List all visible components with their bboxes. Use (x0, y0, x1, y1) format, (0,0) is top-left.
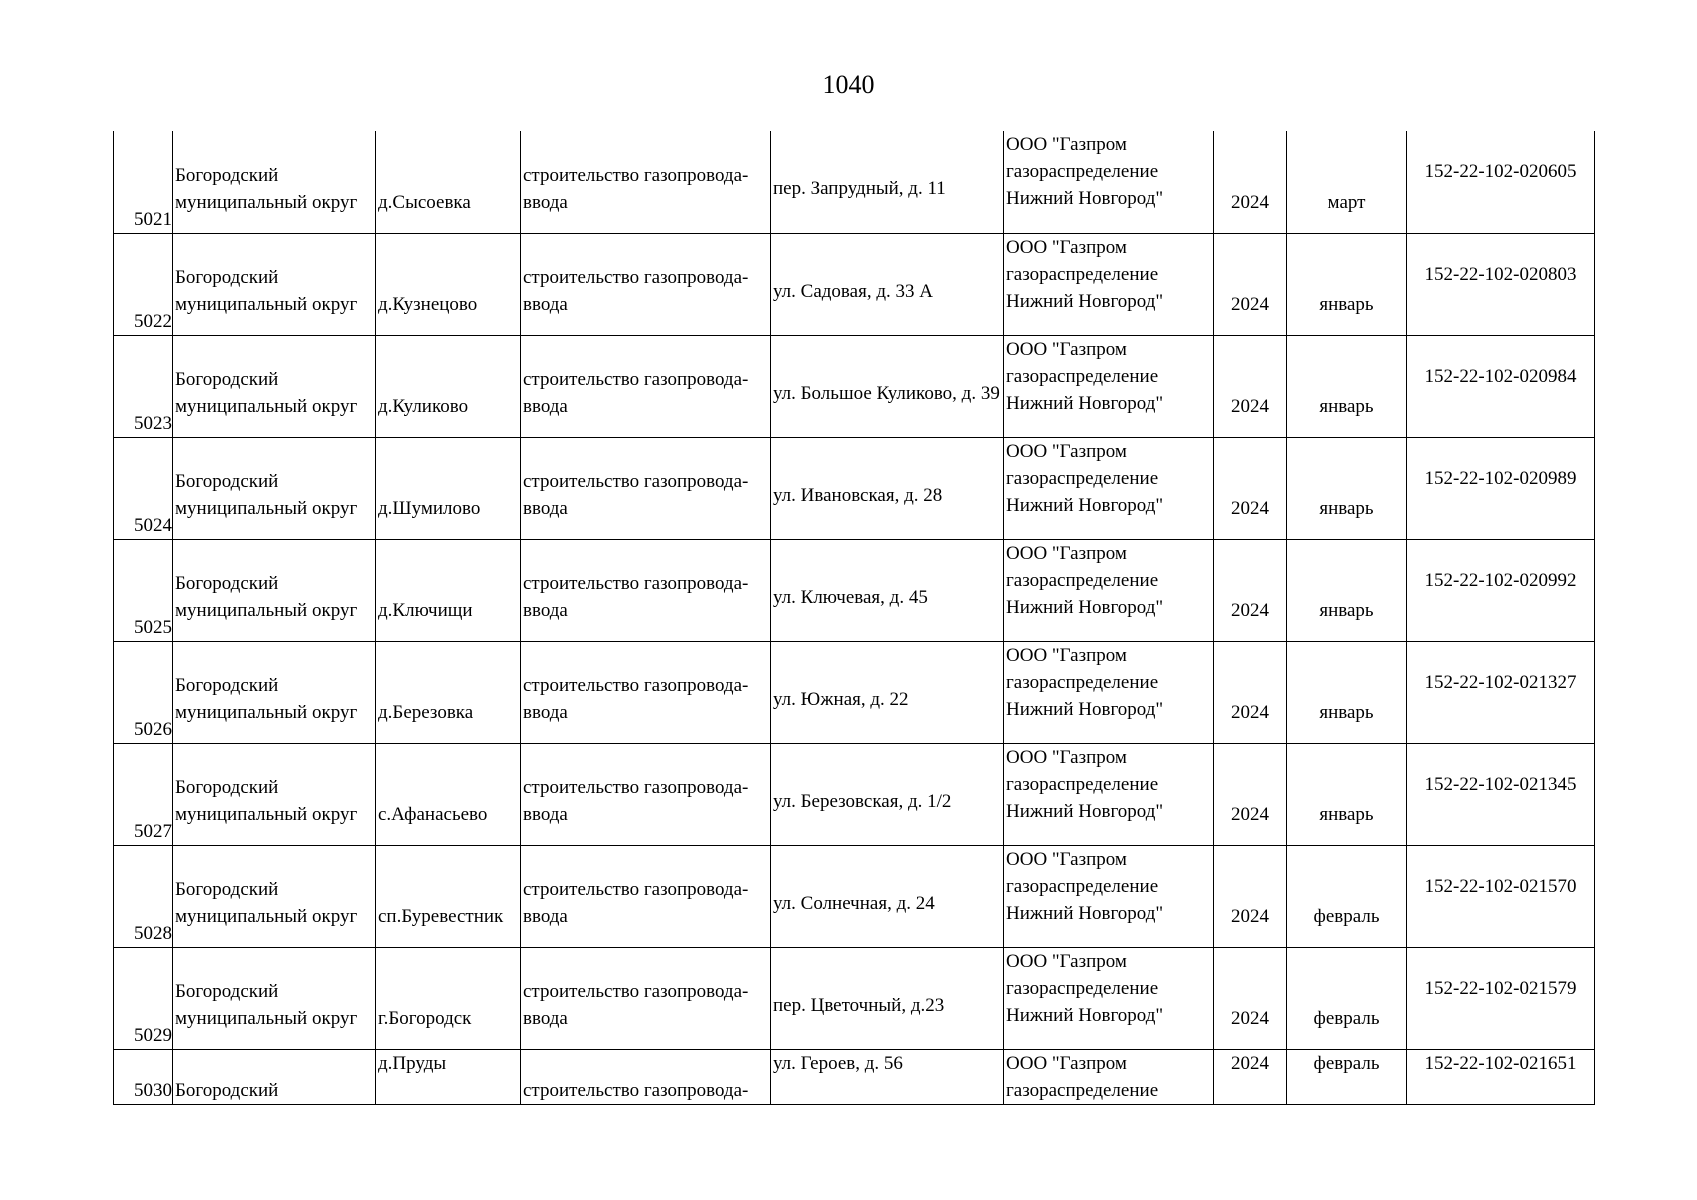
row-number-cell: 5030 (114, 1049, 173, 1104)
table-row (114, 437, 1595, 539)
code-cell: 152-22-102-021327 (1407, 641, 1595, 743)
operator-cell: ООО "Газпром газораспределение Нижний Новгород" (1004, 131, 1214, 233)
table-row (114, 1049, 1595, 1104)
year-cell: 2024 (1214, 641, 1287, 743)
municipality-cell: Богородский муниципальный округ (173, 437, 376, 539)
work-type-cell: строительство газопровода-ввода (521, 335, 771, 437)
month-cell: январь (1287, 437, 1407, 539)
table-body (114, 131, 1595, 1104)
row-number-cell: 5029 (114, 947, 173, 1049)
year-cell: 2024 (1214, 539, 1287, 641)
table-row (114, 233, 1595, 335)
work-type-cell: строительство газопровода-ввода (521, 947, 771, 1049)
table-row (114, 947, 1595, 1049)
row-number-cell: 5026 (114, 641, 173, 743)
settlement-cell: д.Кузнецово (376, 233, 521, 335)
settlement-cell: с.Афанасьево (376, 743, 521, 845)
year-cell: 2024 (1214, 743, 1287, 845)
address-cell: ул. Солнечная, д. 24 (771, 845, 1004, 947)
row-number-cell: 5023 (114, 335, 173, 437)
municipality-cell: Богородский муниципальный округ (173, 947, 376, 1049)
table-row (114, 131, 1595, 233)
municipality-cell: Богородский муниципальный округ (173, 845, 376, 947)
year-cell: 2024 (1214, 335, 1287, 437)
work-type-cell: строительство газопровода-ввода (521, 437, 771, 539)
code-cell: 152-22-102-021651 (1407, 1049, 1595, 1104)
code-cell: 152-22-102-021345 (1407, 743, 1595, 845)
operator-cell: ООО "Газпром газораспределение Нижний Новгород" (1004, 437, 1214, 539)
year-cell: 2024 (1214, 845, 1287, 947)
work-type-cell: строительство газопровода-ввода (521, 539, 771, 641)
work-type-cell: строительство газопровода-ввода (521, 641, 771, 743)
year-cell: 2024 (1214, 233, 1287, 335)
work-type-cell: строительство газопровода-ввода (521, 233, 771, 335)
code-cell: 152-22-102-020992 (1407, 539, 1595, 641)
address-cell: пер. Цветочный, д.23 (771, 947, 1004, 1049)
code-cell: 152-22-102-020605 (1407, 131, 1595, 233)
row-number-cell: 5022 (114, 233, 173, 335)
work-type-cell: строительство газопровода-ввода (521, 845, 771, 947)
operator-cell: ООО "Газпром газораспределение (1004, 1049, 1214, 1104)
row-number-cell: 5021 (114, 131, 173, 233)
address-cell: ул. Ивановская, д. 28 (771, 437, 1004, 539)
settlement-cell: д.Березовка (376, 641, 521, 743)
work-type-cell: строительство газопровода-ввода (521, 743, 771, 845)
code-cell: 152-22-102-020803 (1407, 233, 1595, 335)
year-cell: 2024 (1214, 437, 1287, 539)
address-cell: ул. Ключевая, д. 45 (771, 539, 1004, 641)
settlement-cell: д.Ключищи (376, 539, 521, 641)
month-cell: январь (1287, 539, 1407, 641)
municipality-cell: Богородский муниципальный округ (173, 539, 376, 641)
table-row (114, 845, 1595, 947)
page-number: 1040 (822, 70, 875, 99)
municipality-cell: Богородский (173, 1049, 376, 1104)
table-row (114, 539, 1595, 641)
settlement-cell: д.Сысоевка (376, 131, 521, 233)
code-cell: 152-22-102-021570 (1407, 845, 1595, 947)
municipality-cell: Богородский муниципальный округ (173, 335, 376, 437)
row-number-cell: 5025 (114, 539, 173, 641)
operator-cell: ООО "Газпром газораспределение Нижний Новгород" (1004, 335, 1214, 437)
address-cell: пер. Запрудный, д. 11 (771, 131, 1004, 233)
month-cell: февраль (1287, 845, 1407, 947)
month-cell: февраль (1287, 947, 1407, 1049)
operator-cell: ООО "Газпром газораспределение Нижний Новгород" (1004, 233, 1214, 335)
code-cell: 152-22-102-021579 (1407, 947, 1595, 1049)
address-cell: ул. Березовская, д. 1/2 (771, 743, 1004, 845)
municipality-cell: Богородский муниципальный округ (173, 131, 376, 233)
month-cell: январь (1287, 233, 1407, 335)
municipality-cell: Богородский муниципальный округ (173, 641, 376, 743)
operator-cell: ООО "Газпром газораспределение Нижний Новгород" (1004, 539, 1214, 641)
address-cell: ул. Большое Куликово, д. 39 (771, 335, 1004, 437)
table-row (114, 641, 1595, 743)
settlement-cell: д.Пруды (376, 1049, 521, 1104)
month-cell: февраль (1287, 1049, 1407, 1104)
code-cell: 152-22-102-020984 (1407, 335, 1595, 437)
address-cell: ул. Героев, д. 56 (771, 1049, 1004, 1104)
municipality-cell: Богородский муниципальный округ (173, 743, 376, 845)
month-cell: март (1287, 131, 1407, 233)
municipality-cell: Богородский муниципальный округ (173, 233, 376, 335)
operator-cell: ООО "Газпром газораспределение Нижний Новгород" (1004, 947, 1214, 1049)
work-type-cell: строительство газопровода- (521, 1049, 771, 1104)
settlement-cell: сп.Буревестник (376, 845, 521, 947)
settlement-cell: г.Богородск (376, 947, 521, 1049)
table-row (114, 743, 1595, 845)
month-cell: январь (1287, 641, 1407, 743)
address-cell: ул. Садовая, д. 33 А (771, 233, 1004, 335)
month-cell: январь (1287, 335, 1407, 437)
address-cell: ул. Южная, д. 22 (771, 641, 1004, 743)
settlement-cell: д.Шумилово (376, 437, 521, 539)
table-row (114, 335, 1595, 437)
operator-cell: ООО "Газпром газораспределение Нижний Новгород" (1004, 641, 1214, 743)
year-cell: 2024 (1214, 131, 1287, 233)
operator-cell: ООО "Газпром газораспределение Нижний Новгород" (1004, 743, 1214, 845)
settlement-cell: д.Куликово (376, 335, 521, 437)
operator-cell: ООО "Газпром газораспределение Нижний Новгород" (1004, 845, 1214, 947)
year-cell: 2024 (1214, 1049, 1287, 1104)
month-cell: январь (1287, 743, 1407, 845)
row-number-cell: 5028 (114, 845, 173, 947)
row-number-cell: 5027 (114, 743, 173, 845)
work-type-cell: строительство газопровода-ввода (521, 131, 771, 233)
registry-table (113, 131, 1595, 1105)
code-cell: 152-22-102-020989 (1407, 437, 1595, 539)
year-cell: 2024 (1214, 947, 1287, 1049)
row-number-cell: 5024 (114, 437, 173, 539)
